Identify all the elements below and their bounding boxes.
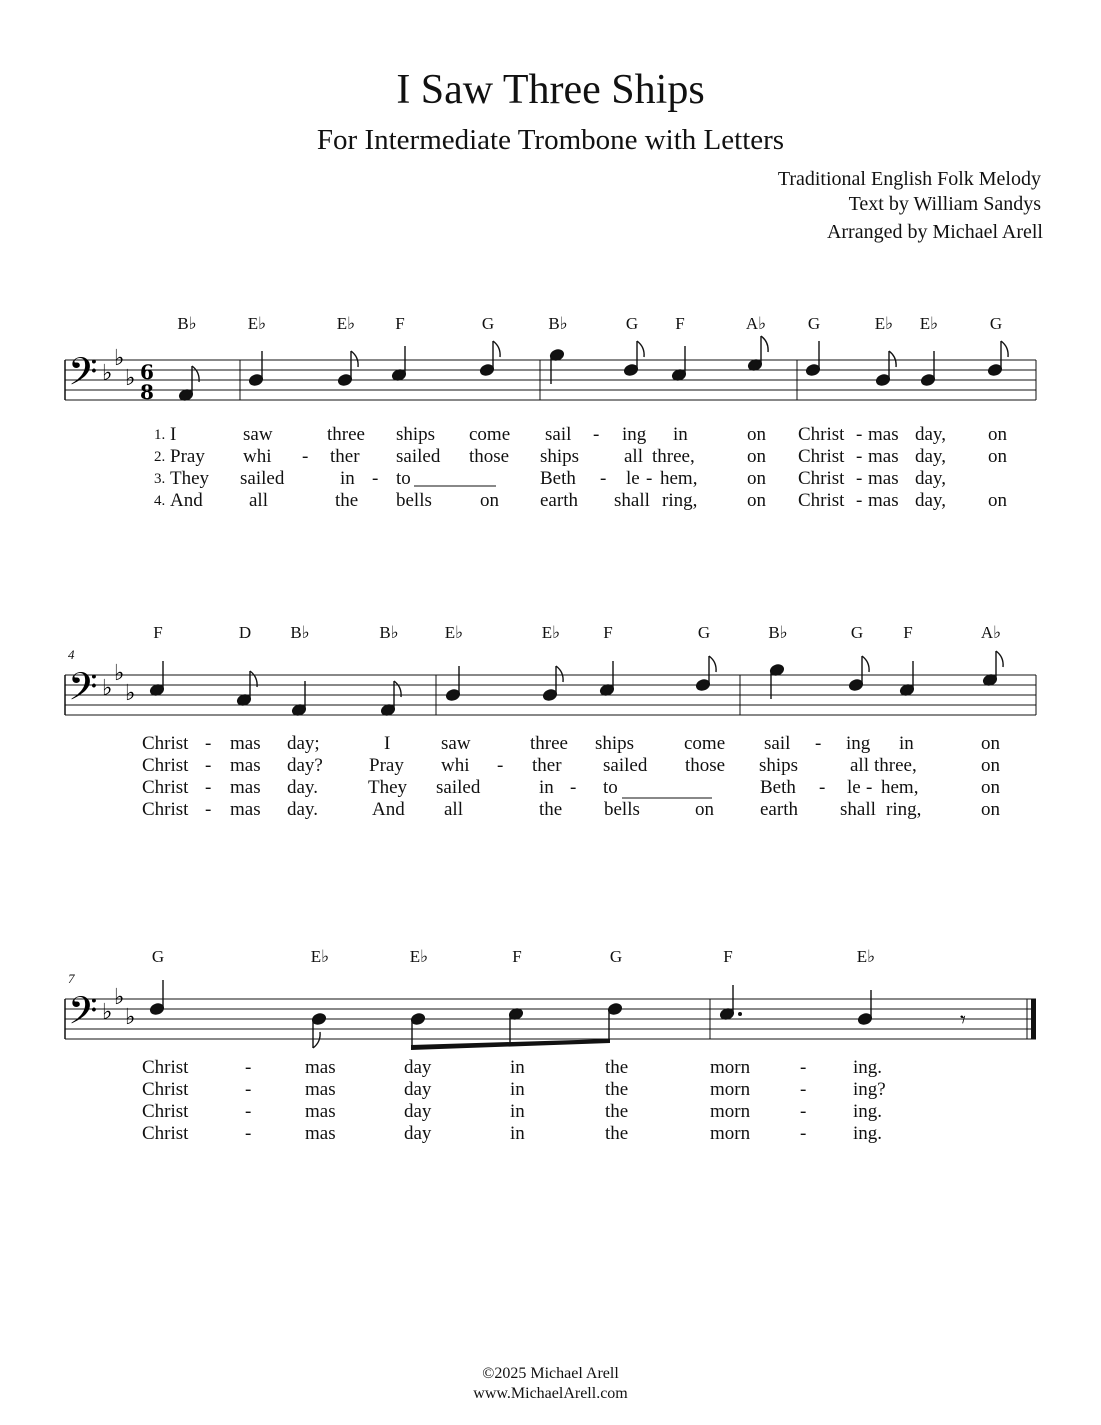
lyric: come: [469, 424, 511, 445]
lyric: all: [850, 755, 869, 776]
lyric: on: [988, 490, 1007, 511]
lyric: saw: [243, 424, 273, 445]
lyric: -: [856, 446, 863, 467]
lyric: sail: [764, 733, 791, 754]
lyric: earth: [760, 799, 798, 820]
lyric: -: [245, 1101, 252, 1122]
svg-text:𝄢: 𝄢: [68, 349, 98, 403]
note-letter: F: [153, 623, 163, 642]
bass-clef-icon: [68, 664, 98, 718]
note-letter: E♭: [247, 314, 267, 333]
lyric: -: [866, 777, 873, 798]
note-letter: A♭: [745, 314, 767, 333]
svg-text:♭: ♭: [102, 361, 113, 386]
lyric: day,: [915, 490, 946, 511]
lyric: sail: [545, 424, 572, 445]
lyric: the: [605, 1057, 629, 1078]
verse-number: 1.: [154, 427, 166, 443]
page-title: I Saw Three Ships: [396, 67, 705, 113]
lyric: all: [249, 490, 268, 511]
eighth-rest-icon: [960, 1008, 966, 1033]
lyric: all: [624, 446, 643, 467]
lyric: sailed: [240, 468, 285, 489]
lyric: ring,: [662, 490, 698, 511]
lyric: all: [444, 799, 463, 820]
note-letter: F: [512, 947, 522, 966]
lyric: ships: [595, 733, 635, 754]
lyric: I: [384, 733, 391, 754]
lyric: three,: [874, 755, 917, 776]
lyric: ships: [759, 755, 799, 776]
lyric: those: [469, 446, 510, 467]
lyric: on: [981, 799, 1000, 820]
lyric: -: [205, 799, 212, 820]
lyric: mas: [305, 1057, 336, 1078]
lyric: -: [800, 1123, 807, 1144]
verse-number: 4.: [154, 493, 166, 509]
lyric: day.: [287, 799, 318, 820]
lyric: -: [856, 468, 863, 489]
note-letter: B♭: [177, 314, 197, 333]
note-letter: E♭: [310, 947, 330, 966]
lyric: Christ: [142, 1079, 189, 1100]
lyric: mas: [305, 1079, 336, 1100]
flat-icon: [102, 661, 135, 706]
lyric: come: [684, 733, 726, 754]
note-letter: E♭: [336, 314, 356, 333]
lyric: Christ: [142, 1101, 189, 1122]
lyric: sailed: [396, 446, 441, 467]
website-link[interactable]: www.MichaelArell.com: [473, 1385, 628, 1402]
lyric: And: [170, 490, 203, 511]
lyric: ing: [622, 424, 647, 445]
lyric: mas: [305, 1123, 336, 1144]
note-letter: G: [850, 623, 864, 642]
lyric: to: [603, 777, 618, 798]
lyric: Christ: [142, 755, 189, 776]
lyric: -: [372, 468, 379, 489]
note-letter: G: [697, 623, 711, 642]
lyric: on: [988, 424, 1007, 445]
lyric: three,: [652, 446, 695, 467]
lyric: three: [327, 424, 365, 445]
credit-arranger: Arranged by Michael Arell: [826, 221, 1043, 243]
lyric: day.: [287, 777, 318, 798]
lyric: -: [205, 733, 212, 754]
note-letter: D: [238, 623, 252, 642]
lyric: the: [605, 1079, 629, 1100]
lyric: day,: [915, 468, 946, 489]
lyric: Pray: [170, 446, 205, 467]
lyric: on: [988, 446, 1007, 467]
svg-text:♭: ♭: [114, 985, 125, 1010]
svg-text:♭: ♭: [102, 1000, 113, 1025]
lyric: ing?: [853, 1079, 886, 1100]
note-letter: E♭: [541, 623, 561, 642]
svg-text:♭: ♭: [125, 1005, 136, 1030]
lyric: mas: [868, 446, 899, 467]
lyric: ships: [540, 446, 580, 467]
lyric: the: [539, 799, 563, 820]
svg-text:𝄢: 𝄢: [68, 664, 98, 718]
lyric: -: [800, 1101, 807, 1122]
lyric: on: [695, 799, 714, 820]
lyric: sailed: [603, 755, 648, 776]
lyric: day;: [287, 733, 320, 754]
lyric: -: [302, 446, 309, 467]
lyric: morn: [710, 1057, 751, 1078]
lyric: earth: [540, 490, 578, 511]
lyric: Pray: [369, 755, 404, 776]
lyric: ther: [330, 446, 360, 467]
lyric: -: [205, 777, 212, 798]
svg-text:𝄾: 𝄾: [960, 1008, 966, 1033]
lyric: mas: [868, 490, 899, 511]
lyric: day: [404, 1101, 432, 1122]
verse-number: 2.: [154, 449, 166, 465]
lyric: in: [539, 777, 554, 798]
lyric: -: [245, 1057, 252, 1078]
lyric: in: [510, 1079, 525, 1100]
lyric: day: [404, 1123, 432, 1144]
lyric: day?: [287, 755, 323, 776]
lyric: mas: [230, 777, 261, 798]
lyric: mas: [868, 424, 899, 445]
final-barline: [1031, 999, 1036, 1039]
lyric: -: [497, 755, 504, 776]
lyric: -: [856, 490, 863, 511]
lyric: in: [340, 468, 355, 489]
lyric: on: [480, 490, 499, 511]
lyric: bells: [396, 490, 432, 511]
note-letter: B♭: [548, 314, 568, 333]
lyric: -: [600, 468, 607, 489]
flat-icon: [102, 985, 135, 1030]
note-letter: A♭: [980, 623, 1002, 642]
lyric: morn: [710, 1123, 751, 1144]
svg-text:𝄢: 𝄢: [68, 988, 98, 1042]
note-letter: E♭: [444, 623, 464, 642]
note-letter: G: [807, 314, 821, 333]
lyric: on: [981, 755, 1000, 776]
lyric: shall: [614, 490, 650, 511]
note-letter: G: [625, 314, 639, 333]
lyric: -: [593, 424, 600, 445]
note-letter: B♭: [290, 623, 310, 642]
lyric: They: [170, 468, 210, 489]
note-letter: G: [609, 947, 623, 966]
lyric: -: [856, 424, 863, 445]
lyric: They: [368, 777, 408, 798]
lyric: saw: [441, 733, 471, 754]
note-letter: E♭: [409, 947, 429, 966]
note-letter: E♭: [856, 947, 876, 966]
lyric: in: [510, 1101, 525, 1122]
lyric: And: [372, 799, 405, 820]
svg-text:8: 8: [140, 380, 154, 404]
note-letter: G: [481, 314, 495, 333]
lyric: -: [800, 1057, 807, 1078]
lyric: three: [530, 733, 568, 754]
lyric: those: [685, 755, 726, 776]
lyric: mas: [230, 733, 261, 754]
lyric: whi: [243, 446, 272, 467]
measure-number: 7: [68, 971, 75, 986]
lyric: ships: [396, 424, 436, 445]
lyric: Christ: [798, 490, 845, 511]
lyric: -: [205, 755, 212, 776]
lyric: day: [404, 1057, 432, 1078]
lyric: I: [170, 424, 177, 445]
lyric: mas: [230, 755, 261, 776]
lyric: on: [747, 468, 766, 489]
note-letter: F: [603, 623, 613, 642]
lyric: morn: [710, 1101, 751, 1122]
lyric: on: [981, 777, 1000, 798]
lyric: on: [981, 733, 1000, 754]
lyric: Christ: [798, 424, 845, 445]
lyric: day,: [915, 446, 946, 467]
lyric: sailed: [436, 777, 481, 798]
copyright: ©2025 Michael Arell: [482, 1365, 619, 1382]
lyric: le: [626, 468, 640, 489]
lyric: -: [646, 468, 653, 489]
svg-text:♭: ♭: [102, 676, 113, 701]
note-letter: E♭: [874, 314, 894, 333]
lyric: -: [570, 777, 577, 798]
lyric: -: [245, 1123, 252, 1144]
lyric: mas: [305, 1101, 336, 1122]
lyric: the: [605, 1123, 629, 1144]
lyric: ther: [532, 755, 562, 776]
note-letter: B♭: [379, 623, 399, 642]
lyric: ing.: [853, 1057, 883, 1078]
note-letter: F: [723, 947, 733, 966]
lyric: in: [899, 733, 914, 754]
note-letter: B♭: [768, 623, 788, 642]
lyric: in: [510, 1123, 525, 1144]
note-letter: E♭: [919, 314, 939, 333]
page-subtitle: For Intermediate Trombone with Letters: [316, 124, 785, 156]
svg-text:6: 6: [140, 360, 154, 384]
note-letter: F: [395, 314, 405, 333]
lyric: Christ: [142, 733, 189, 754]
svg-text:♭: ♭: [114, 661, 125, 686]
note-letter: G: [989, 314, 1003, 333]
credit-text: Text by William Sandys: [848, 193, 1041, 215]
lyric: -: [800, 1079, 807, 1100]
lyric: day,: [915, 424, 946, 445]
lyric: mas: [868, 468, 899, 489]
lyric: ing.: [853, 1101, 883, 1122]
lyric: Christ: [798, 468, 845, 489]
lyric: -: [815, 733, 822, 754]
lyric: -: [245, 1079, 252, 1100]
lyric: Christ: [142, 1123, 189, 1144]
lyric: the: [335, 490, 359, 511]
lyric: the: [605, 1101, 629, 1122]
lyric: Christ: [142, 799, 189, 820]
lyric: -: [819, 777, 826, 798]
lyric: le: [847, 777, 861, 798]
lyric: ing: [846, 733, 871, 754]
lyric: day: [404, 1079, 432, 1100]
svg-text:♭: ♭: [125, 681, 136, 706]
lyric: bells: [604, 799, 640, 820]
lyric: Christ: [142, 777, 189, 798]
lyric: mas: [230, 799, 261, 820]
lyric: on: [747, 446, 766, 467]
note-letter: G: [151, 947, 165, 966]
lyric: to: [396, 468, 411, 489]
verse-number: 3.: [154, 471, 166, 487]
lyric: Christ: [142, 1057, 189, 1078]
bass-clef-icon: [68, 988, 98, 1042]
lyric: on: [747, 490, 766, 511]
svg-text:♭: ♭: [125, 366, 136, 391]
lyric: morn: [710, 1079, 751, 1100]
note-letter: F: [675, 314, 685, 333]
lyric: Beth: [760, 777, 796, 798]
lyric: hem,: [881, 777, 919, 798]
credit-melody: Traditional English Folk Melody: [777, 168, 1041, 190]
note-letter: F: [903, 623, 913, 642]
lyric: in: [510, 1057, 525, 1078]
lyric: whi: [441, 755, 470, 776]
lyric: ing.: [853, 1123, 883, 1144]
lyric: ring,: [886, 799, 922, 820]
lyric: Beth: [540, 468, 576, 489]
lyric: shall: [840, 799, 876, 820]
lyric: Christ: [798, 446, 845, 467]
svg-text:♭: ♭: [114, 346, 125, 371]
measure-number: 4: [68, 647, 75, 662]
lyric: in: [673, 424, 688, 445]
lyric: hem,: [660, 468, 698, 489]
lyric: on: [747, 424, 766, 445]
